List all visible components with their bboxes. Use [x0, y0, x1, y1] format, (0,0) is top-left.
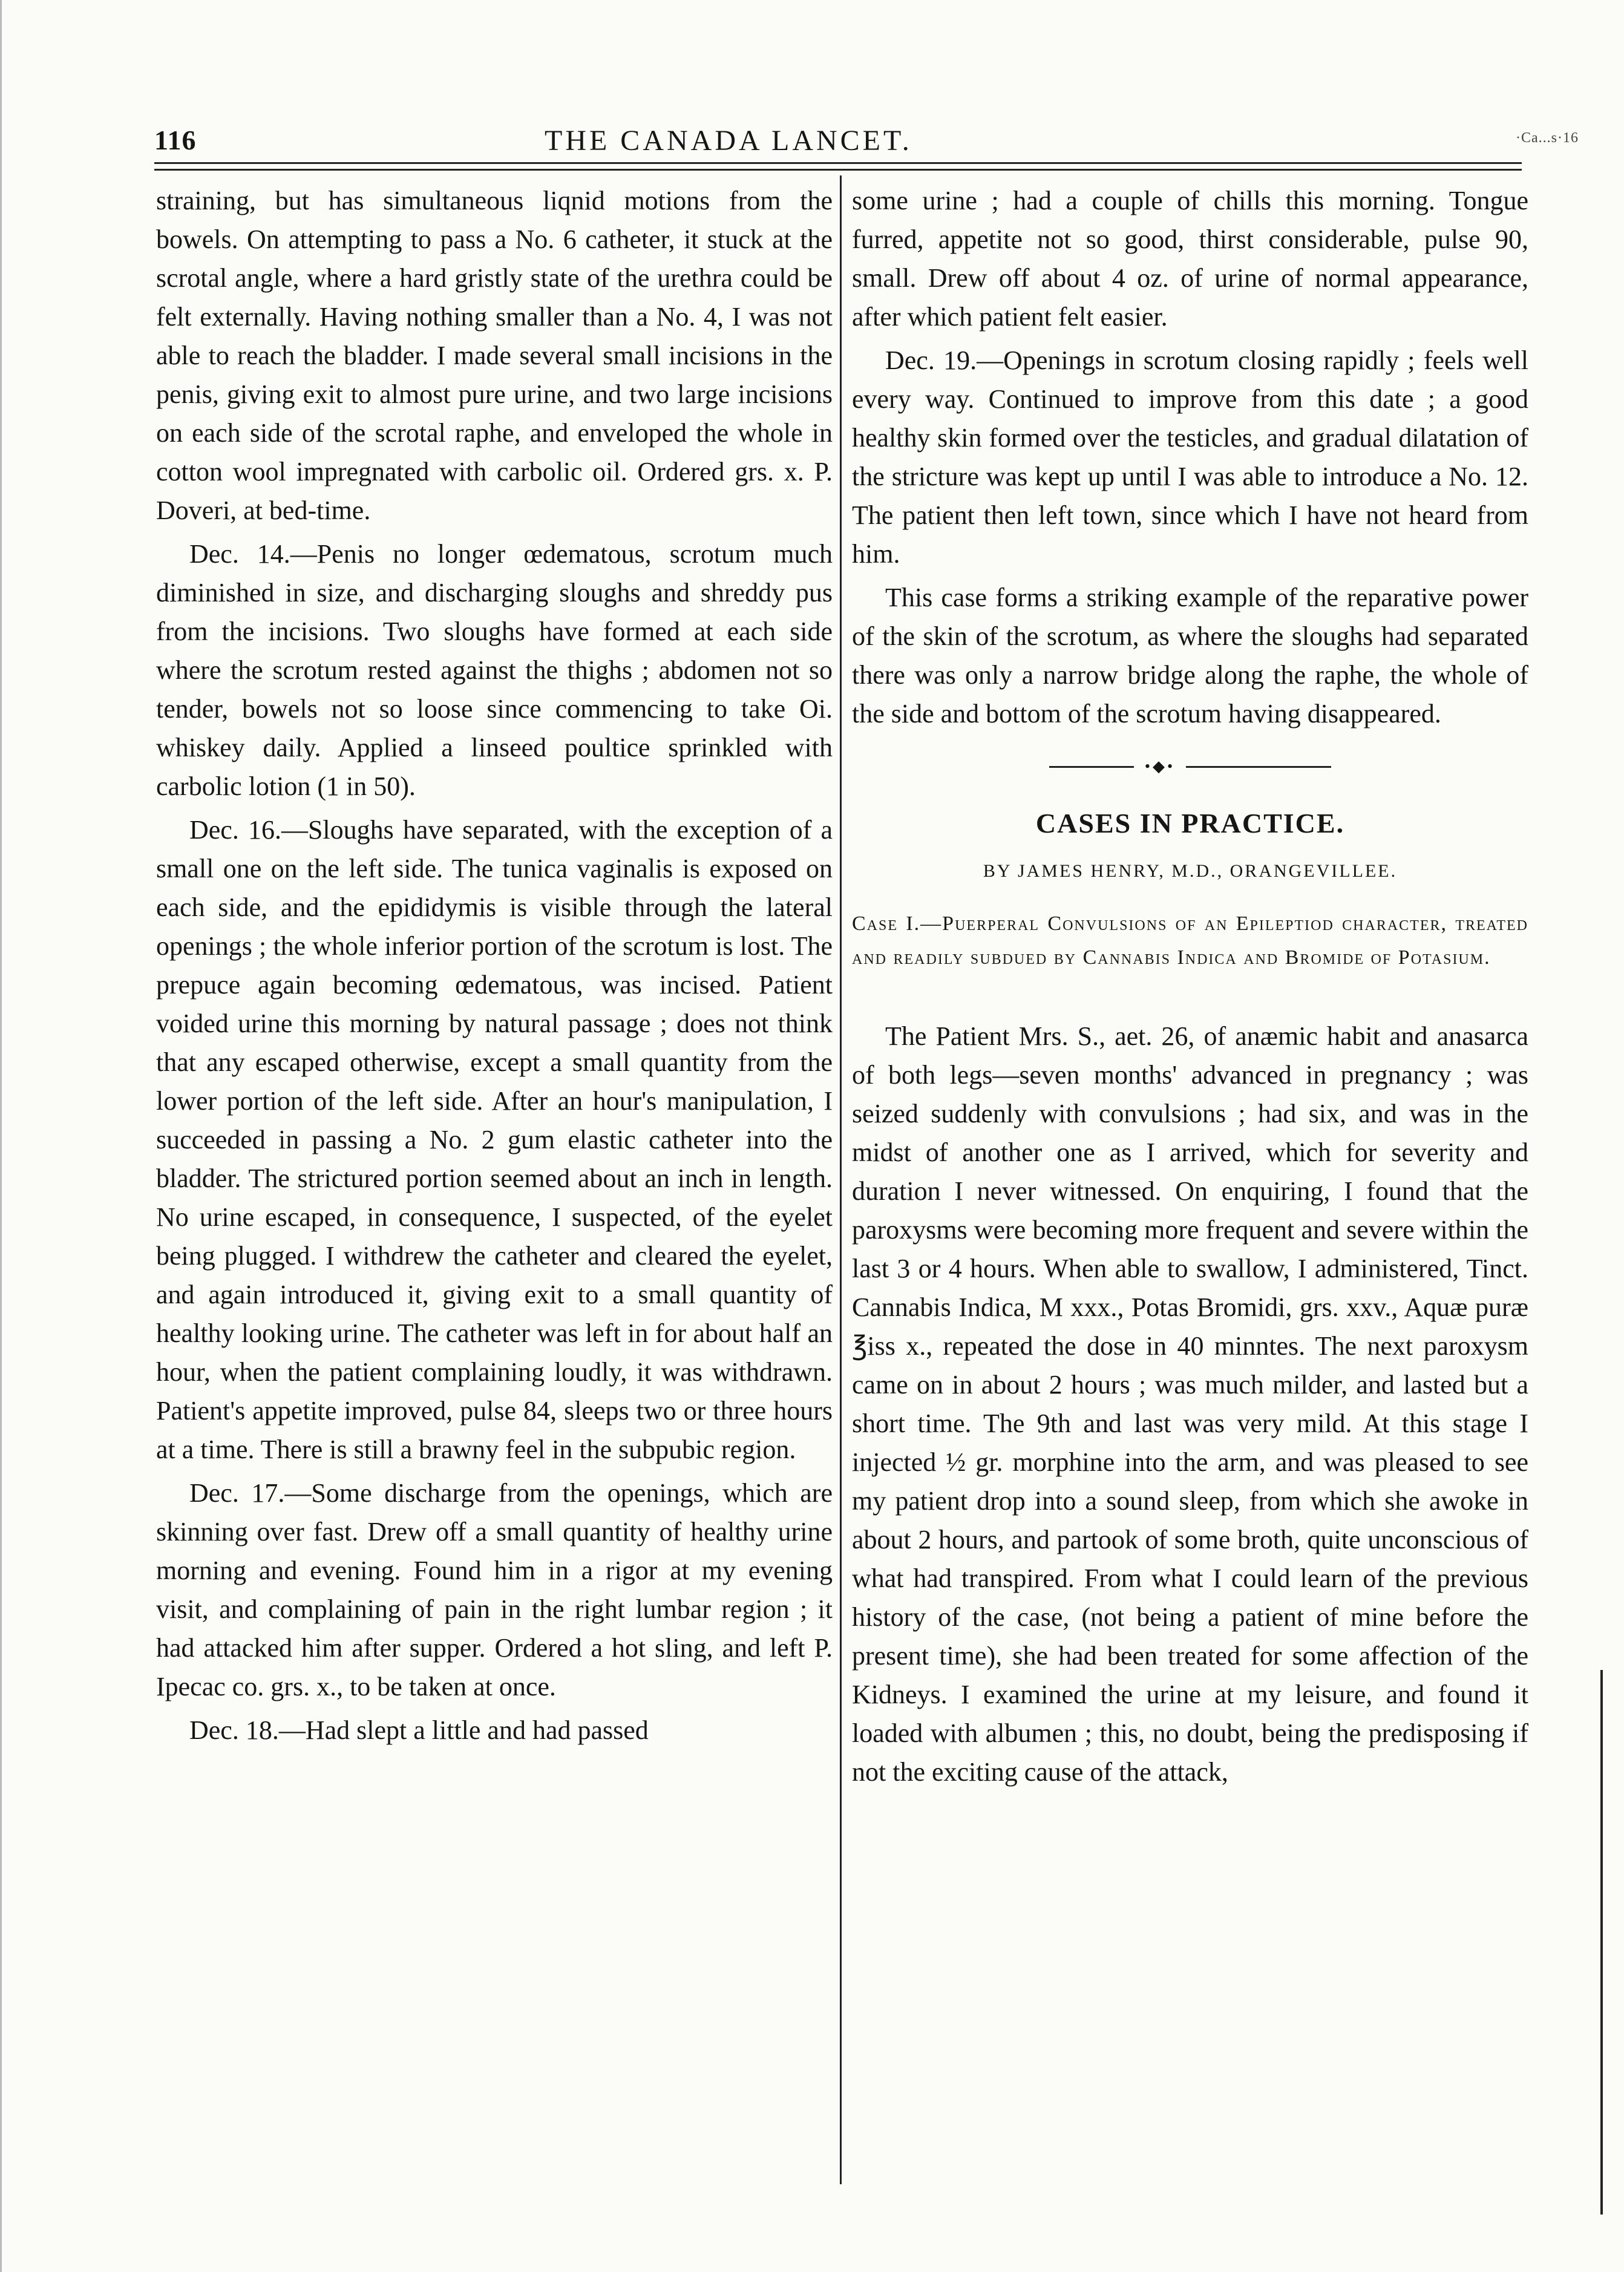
left-paragraph-3: Dec. 16.—Sloughs have separated, with the exception of a small one on the left side. The tunica vaginalis is exposed on each side, and the epididymis is visible through the lateral openings ; the whole inferior portion of the scrotum is lost. The prepuce again becoming œdematous, was incised. Patient voided urine this morning by natural passage ; does not think that any escaped otherwise, except a small quantity from the lower portion of the left side. After an hour's manipulation, I succeeded in passing a No. 2 gum elastic catheter into the bladder. The strictured portion seemed about an inch in length. No urine escaped, in consequence, I suspected, of the eyelet being plugged. I withdrew the catheter and cleared the eyelet, and again introduced it, giving exit to a small quantity of healthy looking urine. The catheter was left in for about half an hour, when the patient complaining loudly, it was withdrawn. Patient's appetite improved, pulse 84, sleeps two or three hours at a time. There is still a brawny feel in the subpubic region. [156, 815, 833, 1464]
left-paragraph-2: Dec. 14.—Penis no longer œdematous, scrotum much diminished in size, and discharging sloughs and shreddy pus from the incisions. Two sloughs have formed at each side where the scrotum rested against the thighs ; abdomen not so tender, bowels not so loose since commencing to take Oi. whiskey daily. Applied a linseed poultice sprinkled with carbolic lotion (1 in 50). [156, 539, 833, 801]
left-paragraph-4: Dec. 17.—Some discharge from the openings, which are skinning over fast. Drew off a small quantity of healthy urine morning and evening. Found him in a rigor at my evening visit, and complaining of pain in the right lumbar region ; it had attacked him after supper. Ordered a hot sling, and left P. Ipecac co. grs. x., to be taken at once. [156, 1478, 833, 1701]
left-paragraph-5: Dec. 18.—Had slept a little and had passed [189, 1715, 649, 1745]
header-rule-top [154, 162, 1522, 164]
author-byline: BY JAMES HENRY, M.D., ORANGEVILLEE. [983, 861, 1398, 882]
column-divider [840, 175, 842, 2184]
scan-edge-left [0, 0, 2, 2272]
ornament-dot: •◆• [1144, 758, 1176, 776]
left-paragraph-1: straining, but has simultaneous liqnid motions from the bowels. On attempting to pass a No. 6 catheter, it stuck at the scrotal angle, where a hard gristly state of the urethra could be felt externally. Having nothing smaller than a No. 4, I was not able to reach the bladder. I made several small incisions in the penis, giving exit to almost pure urine, and two large incisions on each side of the scrotal raphe, and enveloped the whole in cotton wool impregnated with carbolic oil. Ordered grs. x. P. Doveri, at bed-time. [156, 186, 833, 525]
right-paragraph-1: some urine ; had a couple of chills this morning. Tongue furred, appetite not so good, thirst considerable, pulse 90, small. Drew off about 4 oz. of urine of normal appearance, after which patient felt easier. [852, 186, 1528, 332]
scan-edge-right [1600, 1670, 1603, 2215]
page-number: 116 [154, 125, 197, 156]
right-paragraph-2: Dec. 19.—Openings in scrotum closing rapidly ; feels well every way. Continued to improve from this date ; a good healthy skin formed over the testicles, and gradual dilatation of the stricture was kept up until I was able to introduce a No. 12. The patient then left town, since which I have not heard from him. [852, 345, 1528, 569]
journal-title: THE CANADA LANCET. [545, 125, 912, 157]
ornament-rule-right [1186, 766, 1331, 768]
right-paragraph-3: This case forms a striking example of the reparative power of the skin of the scrotum, as where the sloughs had separated there was only a narrow bridge along the raphe, the whole of the side and bottom of the scrotum having disappeared. [852, 583, 1528, 728]
section-ornament [852, 756, 1528, 776]
left-column [156, 182, 833, 1750]
corner-note: ·Ca...s·16 [1516, 130, 1579, 146]
ornament-rule-left [1049, 766, 1134, 768]
case-heading: Case I.—Puerperal Convulsions of an Epileptiod character, treated and readily subdued by Cannabis Indica and Bromide of Potasium. [852, 912, 1528, 969]
right-column [852, 182, 1528, 1792]
section-title: CASES IN PRACTICE. [1035, 808, 1345, 839]
header-rule-bottom [154, 169, 1522, 171]
case-paragraph-1: The Patient Mrs. S., aet. 26, of anæmic habit and anasarca of both legs—seven months' advanced in pregnancy ; was seized suddenly with convulsions ; had six, and was in the midst of another one as I arrived, which for severity and duration I never witnessed. On enquiring, I found that the paroxysms were becoming more frequent and severe within the last 3 or 4 hours. When able to swallow, I administered, Tinct. Cannabis Indica, M xxx., Potas Bromidi, grs. xxv., Aquæ puræ ℥iss x., repeated the dose in 40 minntes. The next paroxysm came on in about 2 hours ; was much milder, and lasted but a short time. The 9th and last was very mild. At this stage I injected ½ gr. morphine into the arm, and was pleased to see my patient drop into a sound sleep, from which she awoke in about 2 hours, and partook of some broth, quite unconscious of what had transpired. From what I could learn of the previous history of the case, (not being a patient of mine before the present time), she had been treated for some affection of the Kidneys. I examined the urine at my leisure, and found it loaded with albumen ; this, no doubt, being the predisposing if not the exciting cause of the attack, [852, 1021, 1528, 1787]
